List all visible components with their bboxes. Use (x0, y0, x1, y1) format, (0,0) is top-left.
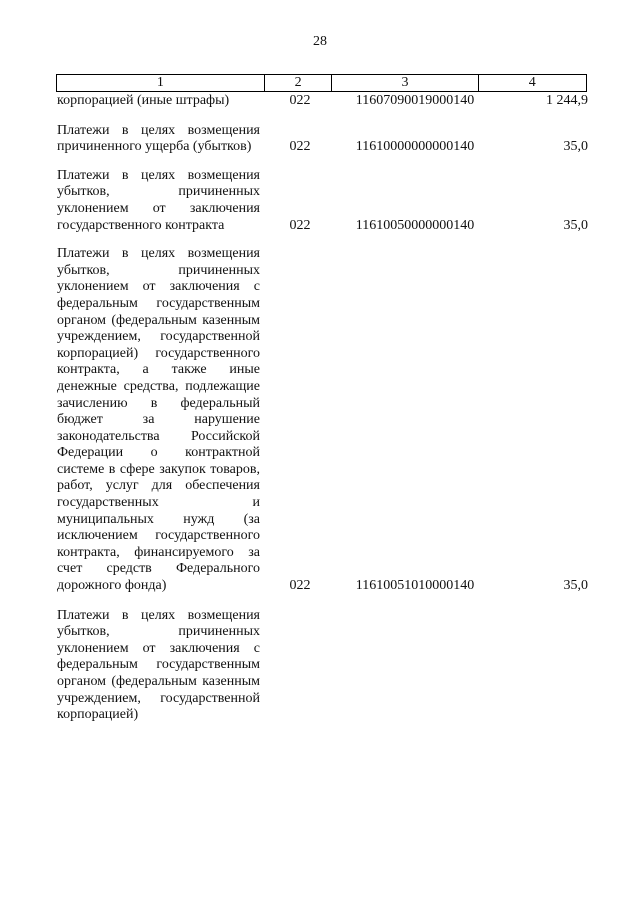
row-admin-code: 022 (289, 217, 311, 233)
column-header-3: 3 (332, 75, 478, 92)
page-number: 28 (313, 34, 327, 49)
row-amount: 35,0 (563, 217, 588, 233)
table-body (57, 93, 588, 724)
row-amount: 35,0 (563, 139, 588, 155)
row-admin-code: 022 (289, 578, 311, 594)
row-name: Платежи в целях возмещения убытков, причиненных уклонением от заключения с федеральным государственным органом (федеральным казенным учреждением, государственной корпорацией) государственного контракта, а также иные денежные средства, подлежащие зачислению в федеральный бюджет за нарушение законодательства Российской Федерации о контрактной системе в сфере закупок товаров, работ, услуг для обеспечения государственных и муниципальных нужд (за исключением государственного контракта, финансируемого за счет средств Федерального дорожного фонда) (57, 246, 260, 594)
column-header-1: 1 (57, 75, 265, 92)
column-header-2: 2 (264, 75, 332, 92)
table-row (57, 123, 588, 156)
row-admin-code: 022 (289, 93, 311, 108)
row-budget-code: 11610051010000140 (355, 578, 475, 594)
table-row (57, 93, 588, 110)
row-name: Платежи в целях возмещения убытков, причиненных уклонением от заключения государственного контракта (57, 167, 260, 233)
row-budget-code: 11610000000000140 (355, 139, 475, 155)
column-header-table (56, 74, 587, 92)
column-header-4: 4 (478, 75, 586, 92)
table-row (57, 608, 588, 724)
row-amount: 1 244,9 (546, 93, 588, 108)
row-admin-code: 022 (289, 139, 311, 155)
row-budget-code: 11610050000000140 (355, 217, 475, 233)
table-row (57, 246, 588, 594)
row-budget-code: 11607090019000140 (355, 93, 475, 108)
column-header-row (57, 75, 587, 92)
row-name: Платежи в целях возмещения убытков, причиненных уклонением от заключения с федеральным государственным органом (федеральным казенным учреждением, государственной корпорацией) (57, 607, 260, 723)
row-name: корпорацией (иные штрафы) (57, 93, 230, 108)
row-name: Платежи в целях возмещения причиненного ущерба (убытков) (57, 122, 260, 155)
row-amount: 35,0 (563, 578, 588, 594)
table-row (57, 168, 588, 234)
